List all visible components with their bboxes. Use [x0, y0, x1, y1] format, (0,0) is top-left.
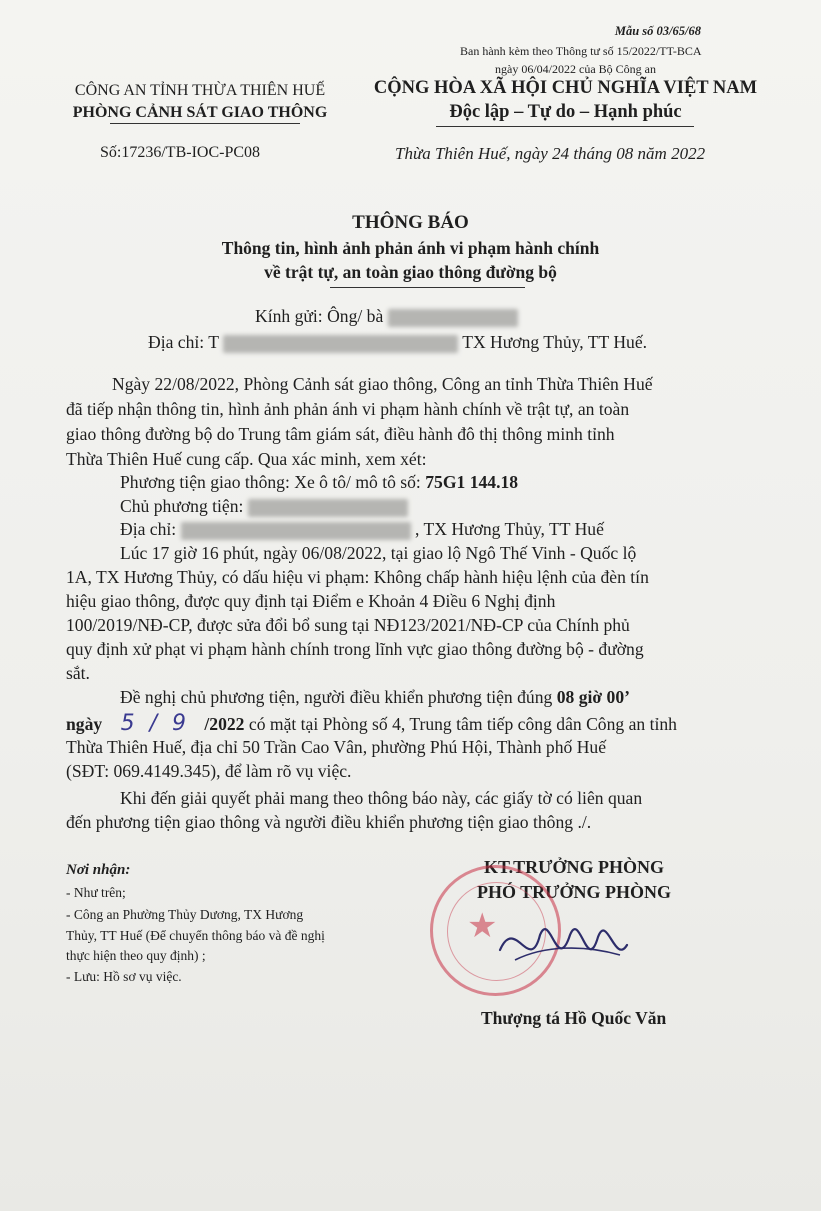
form-issued-line1: Ban hành kèm theo Thông tư số 15/2022/TT-BCA	[460, 44, 702, 58]
closing-line2: đến phương tiện giao thông và người điều khiển phương tiện giao thông ./.	[66, 812, 592, 832]
violation-line2: 1A, TX Hương Thủy, có dấu hiệu vi phạm: Không chấp hành hiệu lệnh của đèn tín	[66, 567, 649, 587]
license-plate: 75G1 144.18	[425, 472, 519, 492]
owner-address-label: Địa chỉ:	[120, 519, 177, 539]
motto-underline	[436, 126, 694, 127]
owner-label: Chủ phương tiện:	[120, 496, 244, 516]
request-after-year: có mặt tại Phòng số 4, Trung tâm tiếp công dân Công an tỉnh	[244, 714, 677, 734]
country-name: CỘNG HÒA XÃ HỘI CHỦ NGHĨA VIỆT NAM	[373, 78, 758, 98]
title-line1: Thông tin, hình ảnh phản ánh vi phạm hành chính	[221, 238, 600, 258]
greeting-label: Kính gửi: Ông/ bà	[255, 306, 384, 326]
violation-line6: sắt.	[66, 663, 90, 683]
address-label: Địa chỉ: T	[148, 332, 219, 352]
document-number: Số:17236/TB-IOC-PC08	[100, 144, 261, 161]
redacted-name	[388, 309, 518, 327]
signature-title2: PHÓ TRƯỞNG PHÒNG	[477, 882, 672, 902]
request-line3: Thừa Thiên Huế, địa chỉ 50 Trần Cao Vân, phường Phú Hội, Thành phố Huế	[66, 737, 607, 757]
request-time: 08 giờ 00’	[556, 687, 630, 707]
closing-line1: Khi đến giải quyết phải mang theo thông báo này, các giấy tờ có liên quan	[120, 788, 643, 808]
department-name: PHÒNG CẢNH SÁT GIAO THÔNG	[72, 104, 328, 121]
document-date: Thừa Thiên Huế, ngày 24 tháng 08 năm 2022	[395, 144, 706, 163]
signature-stroke	[500, 929, 627, 950]
redacted-address	[223, 335, 458, 353]
motto: Độc lập – Tự do – Hạnh phúc	[449, 102, 682, 122]
vehicle-line	[120, 472, 518, 493]
vehicle-label: Phương tiện giao thông: Xe ô tô/ mô tô số:	[120, 472, 421, 492]
recipient-item-4: thực hiện theo quy định) ;	[66, 948, 206, 963]
country-header	[368, 76, 763, 124]
handwritten-date: 5 / 9	[120, 711, 190, 736]
request-text: Đề nghị chủ phương tiện, người điều khiển phương tiện đúng	[120, 687, 553, 707]
department-underline	[110, 123, 300, 124]
p1-line2: đã tiếp nhận thông tin, hình ảnh phản ánh vi phạm hành chính về trật tự, an toàn	[66, 399, 630, 419]
signer-name: Thượng tá Hồ Quốc Văn	[481, 1008, 667, 1028]
owner-address-line	[120, 519, 604, 540]
recipient-item-2: - Công an Phường Thủy Dương, TX Hương	[66, 907, 304, 922]
owner-line	[120, 496, 408, 517]
request-line1	[120, 687, 630, 708]
agency-name: CÔNG AN TỈNH THỪA THIÊN HUẾ	[74, 82, 326, 99]
request-line2	[66, 711, 677, 736]
violation-line3: hiệu giao thông, được quy định tại Điểm e Khoản 4 Điều 6 Nghị định	[66, 591, 556, 611]
agency-header	[50, 80, 350, 124]
violation-line1: Lúc 17 giờ 16 phút, ngày 06/08/2022, tại giao lộ Ngô Thế Vinh - Quốc lộ	[120, 543, 637, 563]
recipients-label: Nơi nhận:	[66, 862, 131, 878]
recipient-item-5: - Lưu: Hồ sơ vụ việc.	[66, 969, 182, 984]
address-tail: TX Hương Thủy, TT Huế.	[462, 332, 648, 352]
violation-line4: 100/2019/NĐ-CP, được sửa đổi bổ sung tại NĐ123/2021/NĐ-CP của Chính phủ	[66, 615, 630, 635]
recipient-item-3: Thủy, TT Huế (Để chuyển thông báo và đề nghị	[66, 928, 325, 943]
title-line2: về trật tự, an toàn giao thông đường bộ	[264, 262, 557, 282]
title-underline	[330, 287, 525, 288]
owner-address-tail: , TX Hương Thủy, TT Huế	[415, 519, 604, 539]
p1-line1: Ngày 22/08/2022, Phòng Cảnh sát giao thông, Công an tỉnh Thừa Thiên Huế	[112, 374, 653, 394]
recipient-greeting	[255, 306, 518, 327]
request-day-label: ngày	[66, 714, 103, 734]
form-issued-line2: ngày 06/04/2022 của Bộ Công an	[495, 62, 656, 76]
p1-line3: giao thông đường bộ do Trung tâm giám sát, điều hành đô thị thông minh tỉnh	[66, 424, 615, 444]
request-year: /2022	[204, 714, 245, 734]
title-main: THÔNG BÁO	[352, 212, 469, 233]
recipient-address	[148, 332, 647, 353]
redacted-owner	[248, 499, 408, 517]
form-code: Mẫu số 03/65/68	[614, 24, 701, 38]
seal-star-icon: ★	[467, 908, 498, 945]
signature-title1: KT.TRƯỞNG PHÒNG	[484, 857, 664, 877]
violation-line5: quy định xử phạt vi phạm hành chính trong lĩnh vực giao thông đường bộ - đường	[66, 639, 644, 659]
recipient-item-1: - Như trên;	[66, 885, 126, 900]
redacted-owner-address	[181, 522, 411, 540]
signature-scribble	[495, 905, 635, 985]
p1-line4: Thừa Thiên Huế cung cấp. Qua xác minh, xem xét:	[66, 449, 427, 469]
request-line4: (SĐT: 069.4149.345), để làm rõ vụ việc.	[66, 761, 352, 781]
